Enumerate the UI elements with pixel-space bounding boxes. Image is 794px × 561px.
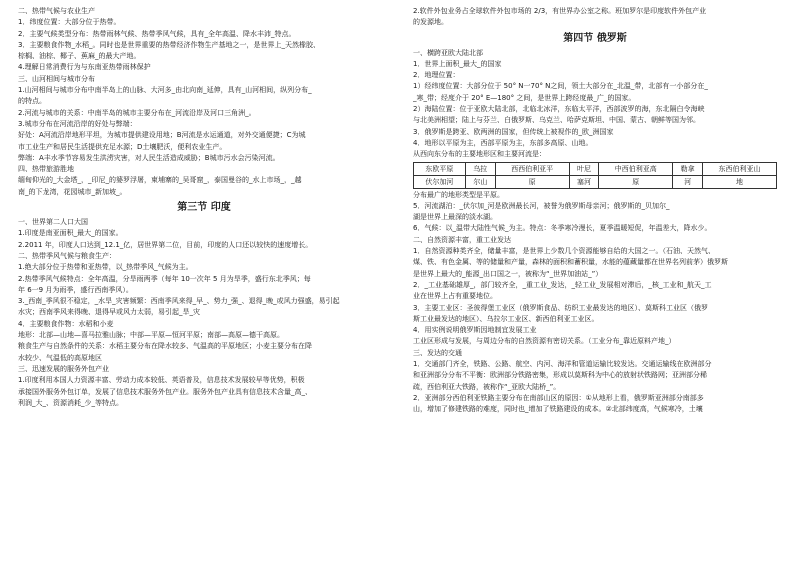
table-cell: 塞河 [569,175,599,188]
text-line: 4．用实例说明俄罗斯因地制宜发展工业 [413,326,537,335]
text-line: 1．交通部门齐全，铁路、公路、航空、内河、海洋和管道运输比较发达。交通运输线在欧洲部分 [413,360,712,369]
text-line: 水灾；西南季风来得晚、退得早或风力太弱，易引起_旱_灾 [18,308,200,317]
text-line: 二、热带气候与农业生产 [18,7,95,15]
table-cell: 原 [495,175,569,188]
table-row [414,175,777,188]
text-line: 二、自然资源丰富，重工业发达 [413,235,511,244]
india-section-title: 第三节 印度 [177,202,231,214]
text-line: 3．主要粮食作物_水稻_。同时也是世界重要的热带经济作物生产基地之一，是世界上_天然橡胶、 [18,40,320,49]
text-line: 年 6一9 月为雨季，盛行西南季风）。 [18,285,133,294]
text-line: 南_的下龙湾，花园城市_新加坡_。 [18,187,127,196]
text-line: 2.软件外包业务占全球软件外包市场的 2/3，有世界办公室之称。班加罗尔是印度软件外包产业 [413,7,707,15]
left-column [18,6,390,409]
table-cell: 伏尔加河 [414,175,466,188]
text-line: 利润_大_、资源消耗_少_等特点。 [18,398,123,407]
text-line: 2．主要气候类型分布：热带雨林气候、热带季风气候，具有_全年高温、降水丰沛_特点。 [18,29,296,38]
text-line: 承接国外服务外包订单，发展了信息技术服务外包产业。服务外包产业具有信息技术含量_高_、 [18,387,312,396]
landform-river-table [413,162,777,189]
text-line: 的发源地。 [413,18,448,27]
text-line: 是世界上最大的_能源_出口国之一，被称为“_世界加油站_”） [413,269,603,278]
text-line: 从西向东分布的主要地形区和主要河流是： [413,150,546,159]
table-cell: 尔山 [465,175,495,188]
text-line: 工业区形成与发展，与周边分布的自然资源有密切关系。（工业分布_靠近原料产地_） [413,337,676,346]
text-line: 1.印度利用本国人力资源丰富、劳动力成本较低、英语普及，信息技术发展较早等优势，积极 [18,376,305,385]
table-cell: 东欧平原 [414,162,466,175]
table-cell: 勒拿 [673,162,703,175]
table-cell: 乌拉 [465,162,495,175]
text-line: 5．河流湖泊：_伏尔加_河是欧洲最长河，被誉为俄罗斯母亲河；俄罗斯的_贝加尔_ [413,201,670,210]
table-cell: 中西伯利亚高 [599,162,673,175]
text-line: 2．亚洲部分西伯利亚铁路主要分布在南部山区的原因：①从地形上看，俄罗斯亚洲部分南部多 [413,393,704,402]
text-line: 四、热带旅游胜地 [18,165,74,174]
text-line: _寒_带；经度介于 20° E—180° 之间，是世界上跨经度最_广_的国家。 [413,93,636,102]
text-line: 和亚洲部分分布不平衡：欧洲部分铁路密集，形成以莫斯科为中心的放射状铁路网；亚洲部分稀 [413,371,707,380]
text-line: 2．_工业基础雄厚_，部门较齐全，_重工业_发达，_轻工业_发展相对滞后，_核_工业和_航天_工 [413,280,712,289]
text-line: 3．俄罗斯是跨亚、欧两洲的国家，但传统上被视作的_欧_洲国家 [413,127,614,136]
russia-section-title: 第四节 俄罗斯 [563,32,627,44]
text-line: 斯工业最发达的地区）、乌拉尔工业区、新西伯利亚工业区。 [413,314,599,323]
right-column [413,6,777,416]
text-line: 疏，西伯利亚大铁路，被称作“_亚欧大陆桥_”。 [413,382,561,391]
table-cell: 西西伯利亚平 [495,162,569,175]
text-line: 业在世界上占有重要地位。 [413,292,497,301]
text-line: 1．世界上面积_最大_的国家 [413,59,502,68]
text-line: 1．自然资源种类齐全，储量丰富，是世界上少数几个资源能够自给的大国之一。（石油、天然气、 [413,247,715,256]
text-line: 1.绝大部分位于热带和亚热带，以_热带季风_气候为主。 [18,263,193,272]
text-line: 1）经纬度位置：大部分位于 50° N一70° N之间，领土大部分在_北温_带，北部有一小部分在_ [413,82,708,91]
text-line: 三、山河相间与城市分布 [18,74,95,83]
text-line: 1．纬度位置：大部分位于热带。 [18,18,121,27]
text-line: 1.山河相间与城市分布中南半岛上的山脉、大河多_由北向南_延伸，具有_山河相间，纵列分布_ [18,86,312,95]
text-line: 2）海陆位置：位于亚欧大陆北部，北临北冰洋，东临太平洋，西部波罗的海，东北隔白令海峡 [413,105,705,114]
text-line: 与北美洲相望；陆上与芬兰、白俄罗斯、乌克兰、哈萨克斯坦、中国、蒙古、朝鲜等国为邻。 [413,116,700,125]
text-line: 三、发达的交通 [413,348,462,357]
table-cell: 河 [673,175,703,188]
text-line: 地形：北部—山地—喜马拉雅山脉；中部—平原—恒河平原；南部—高原—德干高原。 [18,331,284,340]
text-line: 3._西南_季风很不稳定，_水旱_灾害频繁：西南季风来得_早_、势力_强_、退得_晚_或风力强盛，易引起 [18,297,340,306]
text-line: 3.城市分布在河流沿岸的好处与弊端： [18,119,137,128]
table-cell: 原 [599,175,673,188]
text-line: 粮食生产与自然条件的关系：水稻主要分布在降水较多、气温高的平原地区；小麦主要分布在降 [18,342,312,351]
text-line: 弊端：A丰水季节容易发生洪涝灾害，对人民生活造成威胁；B城市污水会污染河流。 [18,153,280,162]
text-line: 山，增加了修建铁路的难度，同时也_增加了铁路建设的成本。②北部纬度高，气候寒冷，土壤 [413,405,703,414]
text-line: 2.热带季风气候特点：全年高温，分旱雨两季（每年 10一次年 5 月为旱季，盛行东北季风；每 [18,274,311,283]
text-line: 缅甸仰光的_大金塔_，_印尼_的婆罗浮屠，柬埔寨的_吴哥窟_，泰国曼谷的_水上市场_，_越 [18,176,302,185]
table-cell: 地 [703,175,777,188]
text-line: 市工业生产和居民生活提供充足水源；D土壤肥沃，便利农业生产。 [18,142,227,151]
text-line: 一、世界第二人口大国 [18,218,88,227]
text-line: 好处：A河流沿岸地形平坦，为城市提供建设用地；B河流是水运通道，对外交通便捷；C为城 [18,131,306,140]
text-line: 棕榈、油棕、椰子、蕉麻_的最大产地。 [18,52,141,61]
table-cell: 叶尼 [569,162,599,175]
text-line: 煤、铁、有色金属、等的储量和产量，森林的面积和蓄积量，水能的蕴藏量都在世界名列前茅）俄罗斯 [413,258,728,267]
text-line: 湖是世界上最深的淡水湖。 [413,213,497,222]
text-line: 4．主要粮食作物：水稻和小麦 [18,319,114,328]
table-row [414,162,777,175]
text-line: 6．气候：以_温带大陆性气候_为主。特点：冬季寒冷漫长，夏季温暖短促，年温差大，降水少。 [413,224,712,233]
text-line: 三、迅速发展的服务外包产业 [18,364,109,373]
text-line: 分布最广的地形类型是平原。 [413,190,504,199]
text-line: 4.理解日常消费行为与东南亚热带雨林保护 [18,63,151,72]
text-line: 2.河流与城市的关系：中南半岛的城市主要分布在_河流沿岸及河口三角洲_。 [18,108,256,117]
text-line: 2.2011 年，印度人口达到_12.1_亿，居世界第二位，目前，印度的人口还以较快的速度增长。 [18,240,313,249]
text-line: 水较少、气温低的高原地区 [18,353,102,362]
text-line: 3．主要工业区：圣彼得堡工业区（俄罗斯食品、纺织工业最发达的地区）、莫斯科工业区（俄罗 [413,303,708,312]
text-line: 的特点。 [18,97,46,106]
text-line: 2．地理位置： [413,71,460,80]
text-line: 1.印度是南亚面积_最大_的国家。 [18,229,123,238]
text-line: 4．地形以平原为主，西部平原为主，东部多高原、山地。 [413,138,593,147]
text-line: 二、热带季风气候与粮食生产： [18,251,116,260]
text-line: 一、横跨亚欧大陆北部 [413,48,483,57]
table-cell: 东西伯利亚山 [703,162,777,175]
